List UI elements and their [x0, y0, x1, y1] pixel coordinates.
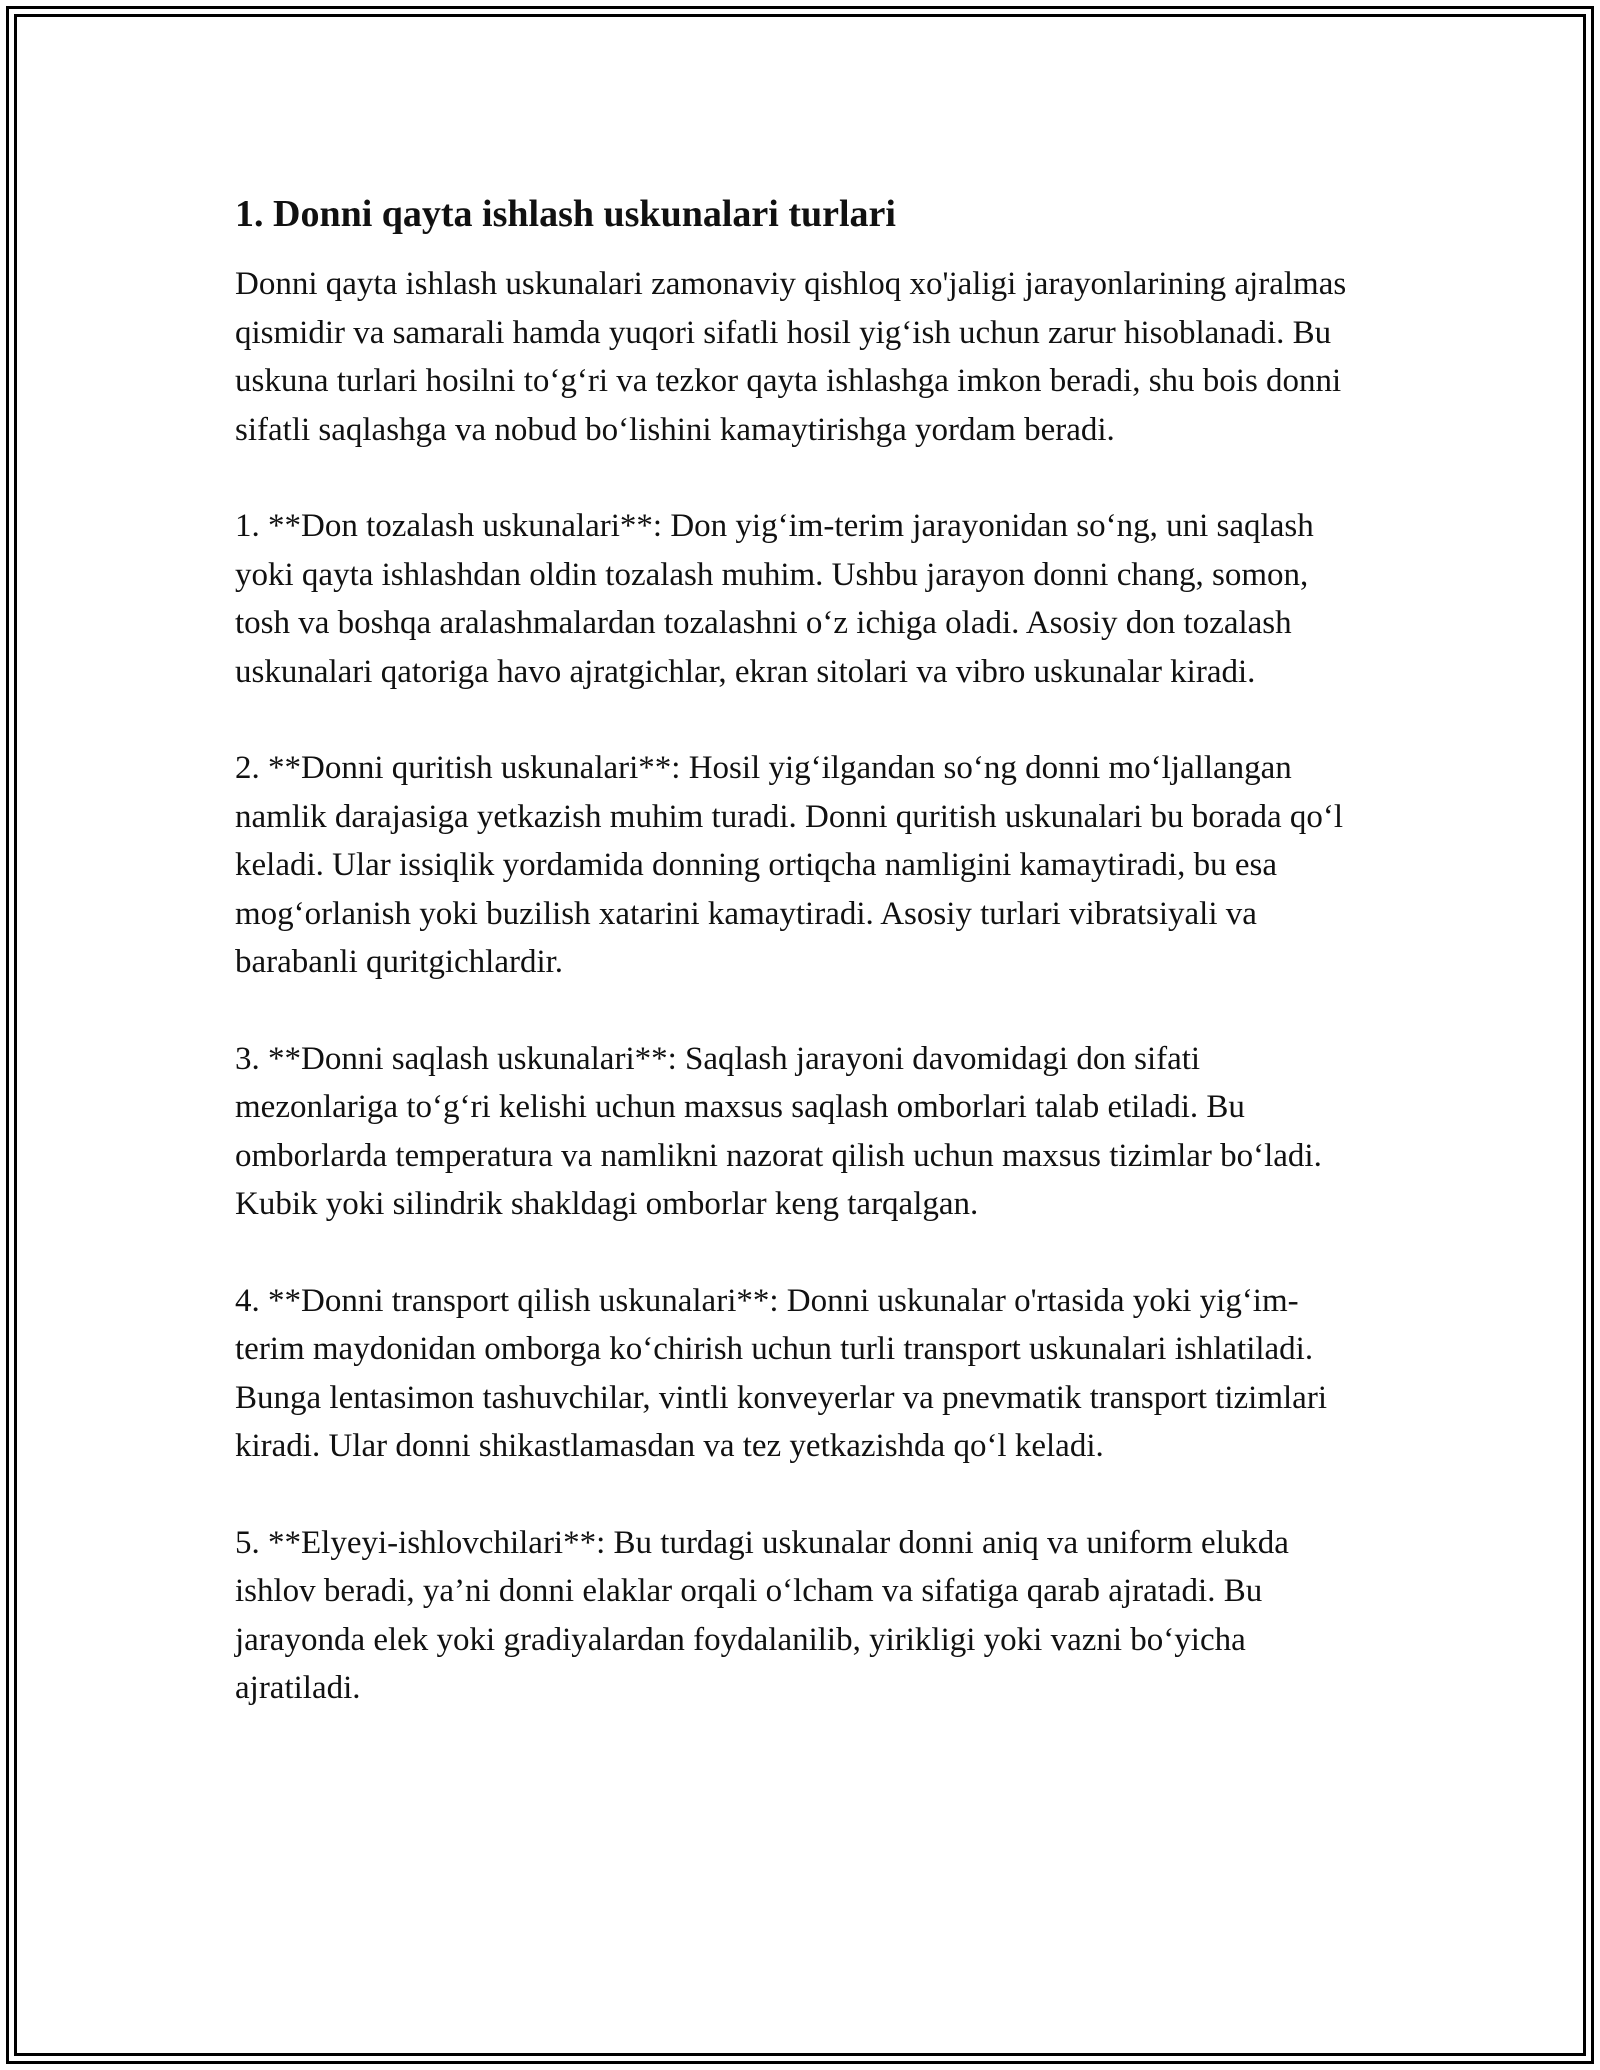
intro-paragraph: Donni qayta ishlash uskunalari zamonaviy qishloq xo'jaligi jarayonlarining ajralmas qismidir va samarali hamda yuqori sifatli hosil yig‘ish uchun zarur hisoblanadi. Bu uskuna turlari hosilni to‘g‘ri va tezkor qayta ishlashga imkon beradi, shu bois donni sifatli saqlashga va nobud bo‘lishini kamaytirishga yordam beradi.	[235, 266, 1347, 448]
list-item: 5. **Elyeyi-ishlovchilari**: Bu turdagi uskunalar donni aniq va uniform elukda ishlov beradi, ya’ni donni elaklar orqali o‘lcham va sifatiga qarab ajratadi. Bu jarayonda elek yoki gradiyalardan foydalanilib, yirikligi yoki vazni bo‘yicha ajratiladi.	[235, 1524, 1289, 1706]
list-item: 2. **Donni quritish uskunalari**: Hosil yig‘ilgandan so‘ng donni mo‘ljallangan namlik darajasiga yetkazish muhim turadi. Donni quritish uskunalari bu borada qo‘l keladi. Ular issiqlik yordamida donning ortiqcha namligini kamaytiradi, bu esa mog‘orlanish yoki buzilish xatarini kamaytiradi. Asosiy turlari vibratsiyali va barabanli quritgichlardir.	[235, 750, 1343, 980]
document-body	[235, 186, 1365, 1761]
list-item: 1. **Don tozalash uskunalari**: Don yig‘im-terim jarayonidan so‘ng, uni saqlash yoki qayta ishlashdan oldin tozalash muhim. Ushbu jarayon donni chang, somon, tosh va boshqa aralashmalardan tozalashni o‘z ichiga oladi. Asosiy don tozalash uskunalari qatoriga havo ajratgichlar, ekran sitolari va vibro uskunalar kiradi.	[235, 508, 1314, 690]
document-title: 1. Donni qayta ishlash uskunalari turlari	[235, 193, 896, 235]
list-item: 3. **Donni saqlash uskunalari**: Saqlash jarayoni davomidagi don sifati mezonlariga to‘g‘ri kelishi uchun maxsus saqlash omborlari talab etiladi. Bu omborlarda temperatura va namlikni nazorat qilish uchun maxsus tizimlar bo‘ladi. Kubik yoki silindrik shakldagi omborlar keng tarqalgan.	[235, 1040, 1322, 1222]
list-item: 4. **Donni transport qilish uskunalari**: Donni uskunalar o'rtasida yoki yig‘im-terim maydonidan omborga ko‘chirish uchun turli transport uskunalari ishlatiladi. Bunga lentasimon tashuvchilar, vintli konveyerlar va pnevmatik transport tizimlari kiradi. Ular donni shikastlamasdan va tez yetkazishda qo‘l keladi.	[235, 1282, 1327, 1464]
